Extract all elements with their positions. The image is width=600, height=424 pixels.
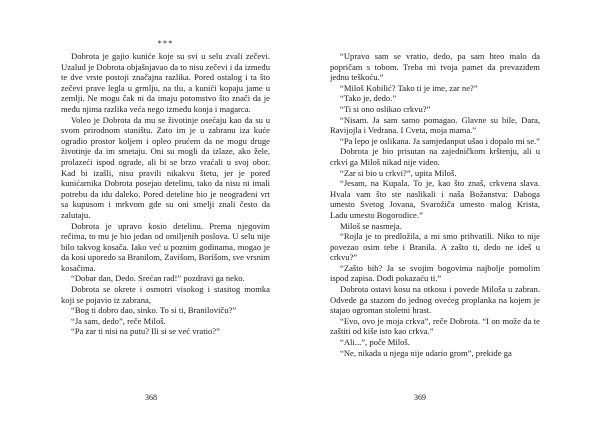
paragraph: “Pa zar ti nisi na putu? Ili si se već vratio?” <box>71 326 220 337</box>
paragraph: Dobrota je upravo kosio detelinu. Prema njegovim rečima, to mu je bio jedan od omiljenih poslova. U selu nije bilo takvog kosača. Iako već u poznim godinama, mogao je da kosi uporedo sa Branilom, Zavišom, Borišom, sve vrsnim kosačima. <box>61 220 270 273</box>
page-number: 369 <box>414 393 426 402</box>
paragraph: Dobrota ostavi kosu na otkosu i povede Miloša u zabran. Odvede ga stazom do jednog ovećeg proplanka na kojem je stajao ogroman stoletni hrast. <box>330 284 540 316</box>
paragraph: “Nisam. Ja sam samo pomagao. Glavne su bile, Dara, Ravijojla i Vedrana. I Cveta, moja mama.” <box>330 114 540 136</box>
paragraph: Miloš se nasmeja. <box>340 220 402 231</box>
paragraph: “Dobar dan, Dedo. Srećan rad!” pozdravi ga neko. <box>71 273 245 284</box>
paragraph: “Rojla je to predložila, a mi smo prihvatili. Niko to nije povezao osim tebe i Branila. A zašto ti, dedo ne ideš u crkvu?” <box>330 231 540 263</box>
paragraph: “Ne, nikada u njega nije udario grom”, prekide ga <box>340 347 512 358</box>
right-page <box>300 0 600 424</box>
paragraph: “Pa lepo je oslikana. Ja samjedanput ušao i dopalo mi se.” <box>340 135 540 146</box>
paragraph: “Miloš Kobilić? Tako ti je ime, zar ne?” <box>340 82 478 93</box>
right-page-text <box>330 51 540 358</box>
paragraph: Voleo je Dobrota da mu se životinje osećaju kao da su u svom prirodnom staništu. Zato im je u zabranu iza kuće ogradio prostor koljem i opleo prućem da ne mogu druge životinje da im smetaju. Oni su mogli da izlaze, ako žele, prolazeći ispod ograde, ali bi se brzo vraćali u svoj obor. Kad bi izašli, nisu pravili nikakvu štetu, jer je pored kunićarnika Dobrota posejao detelinu, tako da nisu ni imali potrebu da idu daleko. Pored deteline bio je neograđeni vrt sa kupusom i mrkvom gde su oni smelji znali često da zalutaju. <box>61 114 270 220</box>
paragraph: “Jesam, na Kupala. To je, kao što znaš, crkvena slava. Hvala vam što ste naslikali i naša Božanstva: Daboga umesto Svetog Jovana, Svarožiča umesto malog Krista, Ladu umesto Bogorodice.” <box>330 178 540 220</box>
paragraph: Dobrota se okrete i osmotri visokog i stasitog momka koji se pojavio iz zabrana, <box>61 284 270 305</box>
paragraph: “Upravo sam se vratio, dedo, pa sam hteo malo da popričam s tobom. Treba mi tvoja pamet da prevaziđem jednu teškoću.” <box>330 51 540 83</box>
paragraph: “Ti si ono oslikao crkvu?” <box>340 103 431 114</box>
paragraph: Dobrota je gajio kuniće koje su svi u selu zvali zečevi. Uzalud je Dobrota objašnjavao da to nisu zečevi i da između te dve vrste postoji značajna razlika. Pored ostalog i ta što zečevi prave legla u grmlju, na tlu, a kunići kopaju jame u zemlji. Ne mogu čak ni da imaju potomstvo što znači da je među njima razlika veća nego između konja i magarca. <box>61 51 270 114</box>
left-page-text <box>61 51 270 337</box>
paragraph: Dobrota je bio prisutan na zajedničkom krštenju, ali u crkvi ga Miloš nikad nije video. <box>330 146 540 167</box>
paragraph: “Ja sam, dedo”, reče Miloš. <box>71 315 166 326</box>
paragraph: “Evo, ovo je moja crkva”, reče Dobrota. “I on može da te zaštiti od kiše isto kao crkva.” <box>330 315 540 337</box>
paragraph: “Zašto bih? Ja se svojim bogovima najbolje pomolim ispod zapisa. Dođi pokazaću ti.” <box>330 262 540 284</box>
paragraph: “Bog ti dobro dao, sinko. To si ti, Braniloviču?” <box>71 305 237 316</box>
paragraph: “Ali...”, poče Miloš. <box>340 337 410 348</box>
paragraph: “Tako je, dedo.” <box>340 93 397 104</box>
page-number: 368 <box>145 393 157 402</box>
paragraph: “Zar si bio u crkvi?”, upita Miloš. <box>340 167 457 178</box>
section-separator: *** <box>157 38 174 48</box>
